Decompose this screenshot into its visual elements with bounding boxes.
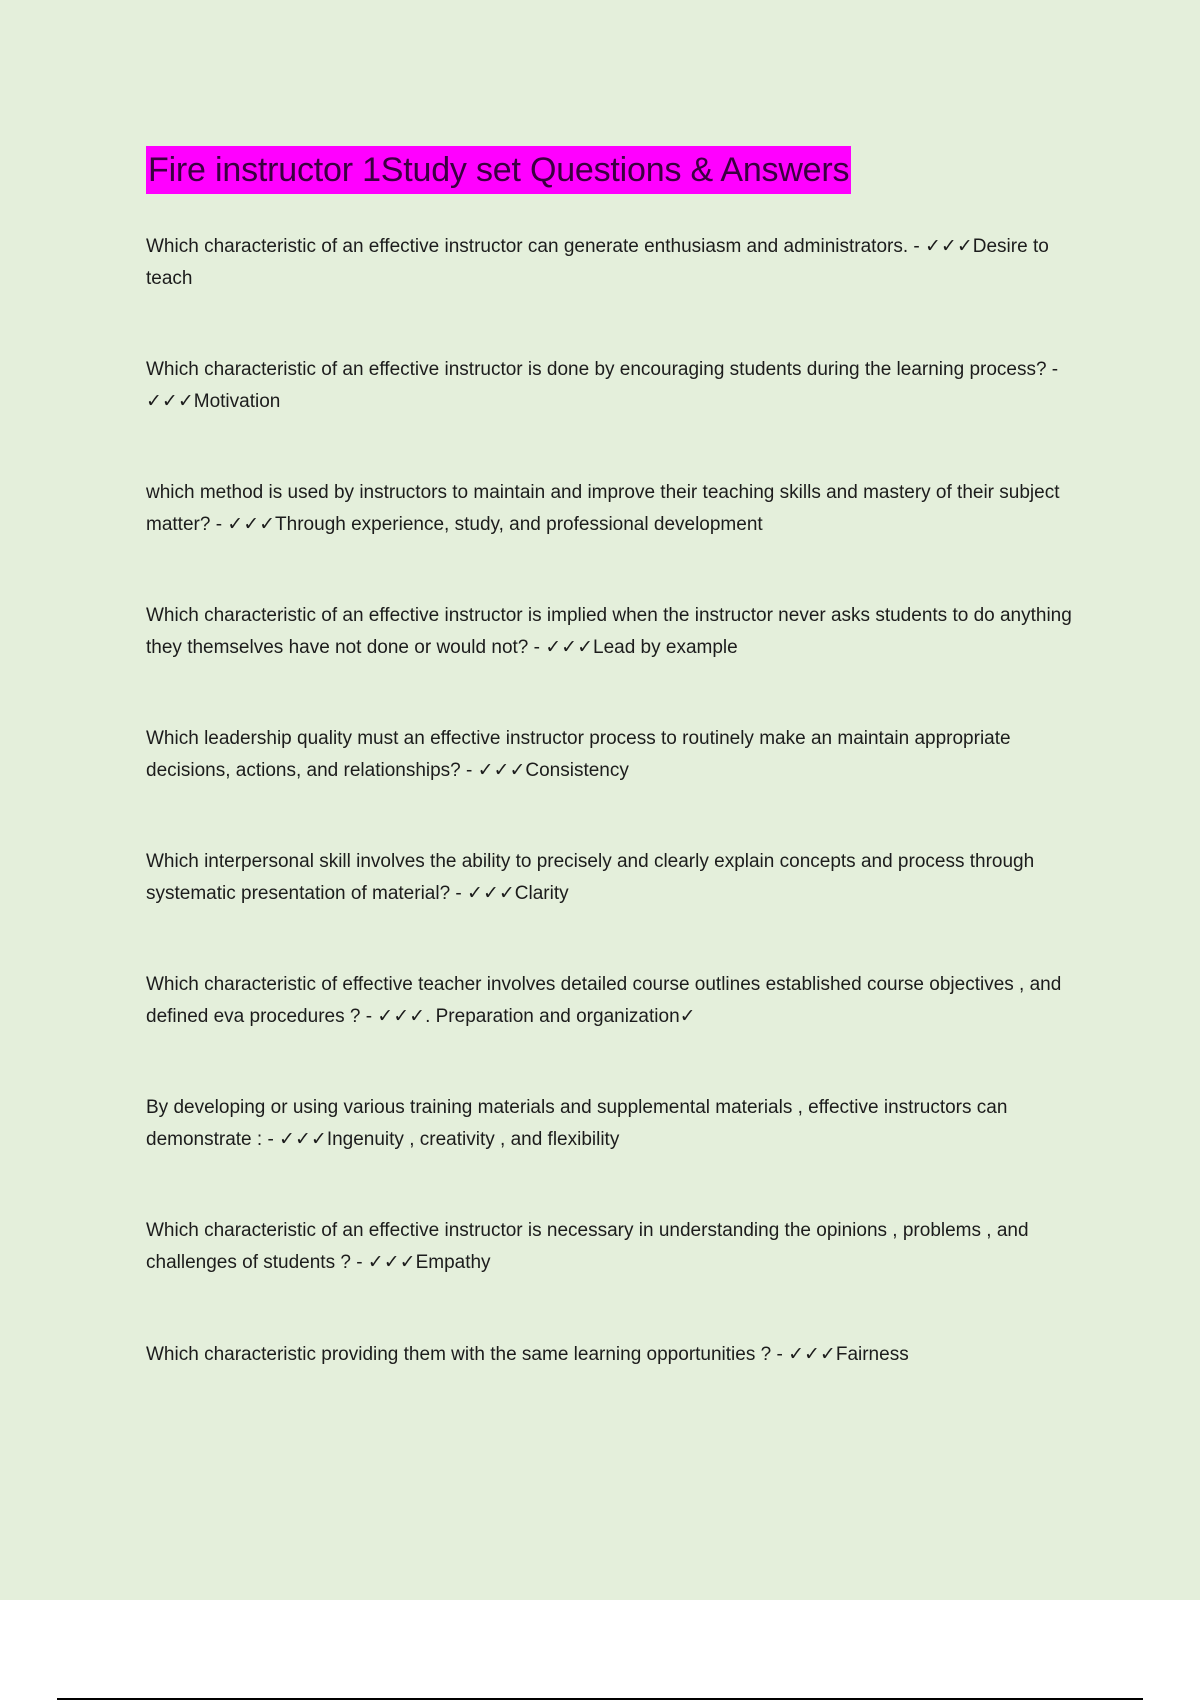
document-title: Fire instructor 1Study set Questions & Answers — [146, 146, 851, 194]
qa-item: Which characteristic providing them with the same learning opportunities ? - ✓✓✓Fairness — [146, 1344, 909, 1365]
qa-item: Which characteristic of an effective instructor is done by encouraging students during the learning process? - ✓✓✓Motivation — [146, 359, 1059, 412]
qa-item: which method is used by instructors to maintain and improve their teaching skills and mastery of their subject matter? - ✓✓✓Through experience, study, and professional development — [146, 482, 1060, 535]
qa-item: Which characteristic of effective teacher involves detailed course outlines established course objectives , and defined eva procedures ? - ✓✓✓. Preparation and organization✓ — [146, 974, 1062, 1027]
qa-item: Which leadership quality must an effective instructor process to routinely make an maintain appropriate decisions, actions, and relationships? - ✓✓✓Consistency — [146, 728, 1011, 781]
qa-item: Which characteristic of an effective instructor can generate enthusiasm and administrators. - ✓✓✓Desire to teach — [146, 236, 1049, 289]
qa-item: Which interpersonal skill involves the ability to precisely and clearly explain concepts and process through systematic presentation of material? - ✓✓✓Clarity — [146, 851, 1035, 904]
qa-item: Which characteristic of an effective instructor is implied when the instructor never asks students to do anything they themselves have not done or would not? - ✓✓✓Lead by example — [146, 605, 1072, 658]
qa-item: By developing or using various training materials and supplemental materials , effective instructors can demonstrate : - ✓✓✓Ingenuity , creativity , and flexibility — [146, 1097, 1008, 1150]
title-block — [146, 146, 851, 194]
qa-item: Which characteristic of an effective instructor is necessary in understanding the opinions , problems , and challenges of students ? - ✓✓✓Empathy — [146, 1220, 1029, 1273]
